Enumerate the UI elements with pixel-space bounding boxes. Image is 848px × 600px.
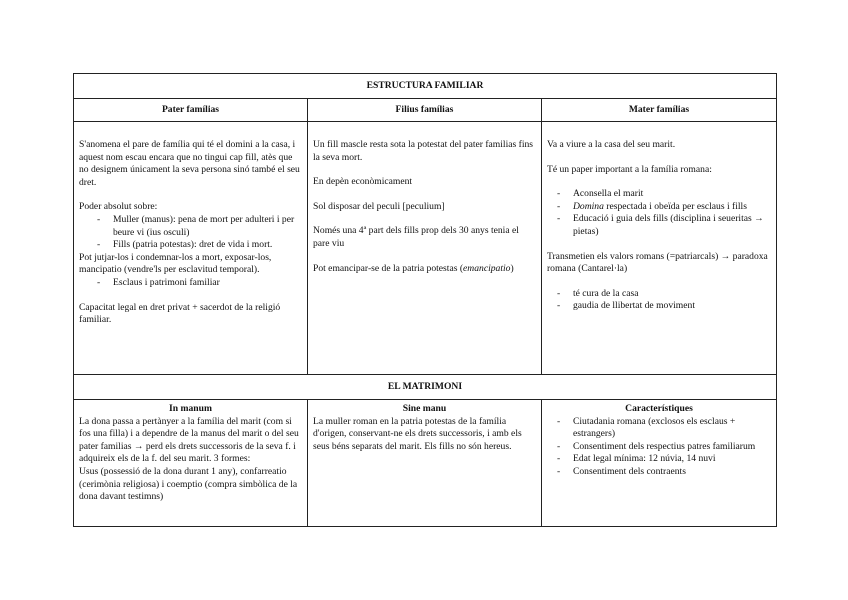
header-pater-familias: Pater famílias xyxy=(74,99,308,122)
mater-p1: Va a viure a la casa del seu marit. xyxy=(546,139,676,150)
header-mater-familias: Mater famílias xyxy=(541,99,776,122)
list-item: - Esclaus i patrimoni familiar xyxy=(79,277,302,290)
cell-filius xyxy=(307,122,541,375)
cell-in-manum xyxy=(74,400,308,527)
list-item: - Muller (manus): pena de mort per adulteri i per beure vi (ius osculi) xyxy=(79,214,302,239)
section-title-matrimoni: EL MATRIMONI xyxy=(74,375,777,400)
list-item: - Edat legal mínima: 12 núvia, 14 nuvi xyxy=(547,453,771,466)
header-filius-familias: Filius famílias xyxy=(307,99,541,122)
filius-p1: Un fill mascle resta sota la potestat del pater familias fins la seva mort. xyxy=(312,139,534,163)
cell-sine-manu xyxy=(307,400,541,527)
filius-p5-text: Pot emancipar-se de la patria potestas ( xyxy=(312,262,464,274)
filius-p5-emphasis: emancipatio xyxy=(463,262,511,274)
list-item: - Consentiment dels contraents xyxy=(547,466,771,479)
filius-p2: En depèn econòmicament xyxy=(312,176,413,188)
filius-p4: Només una 4ª part dels fills prop dels 30 anys tenia el pare viu xyxy=(312,225,519,249)
cell-caracteristiques xyxy=(541,400,776,527)
filius-p5 xyxy=(313,263,536,276)
list-item: - Consentiment dels respectius patres familiarum xyxy=(547,441,771,454)
filius-p3: Sol disposar del peculi [peculium] xyxy=(312,200,445,212)
pater-jutjar: Pot jutjar-los i condemnar-los a mort, exposar-los, mancipatio (vendre'ls per esclavitud temporal). xyxy=(79,251,272,276)
section-title-estructura: ESTRUCTURA FAMILIAR xyxy=(74,74,777,99)
list-item: - gaudia de llibertat de moviment xyxy=(547,300,771,313)
caracteristiques-list xyxy=(547,416,771,479)
mater-domina-emphasis: Domina xyxy=(572,200,604,212)
list-item: - Educació i guia dels fills (disciplina i seueritas → pietas) xyxy=(547,213,771,238)
pater-poder-label: Poder absolut sobre: xyxy=(79,201,158,213)
pater-poder-list xyxy=(79,214,302,252)
pater-intro: S'anomena el pare de família qui té el domini a la casa, i aquest nom escau encara que no tingui cap fill, atès que no designem únicament la seva persona sinó també el seu dret. xyxy=(79,139,300,188)
list-item: - Fills (patria potestas): dret de vida i mort. xyxy=(79,239,302,252)
cell-mater xyxy=(541,122,776,375)
caracteristiques-heading: Característiques xyxy=(625,403,693,414)
mater-domina-rest: respectada i obeïda per esclaus i fills xyxy=(603,200,747,212)
cell-pater xyxy=(74,122,308,375)
mater-list-a xyxy=(547,188,771,238)
in-manum-heading: In manum xyxy=(169,403,212,414)
in-manum-text2: Usus (possessió de la dona durant 1 any), confarreatio (cerimònia religiosa) i coemptio (compra simbòlica de la dona davant testimns) xyxy=(79,465,298,503)
filius-p5-end: ) xyxy=(510,262,514,274)
in-manum-text1: La dona passa a pertànyer a la família del marit (com si fos una filla) i a dependre de la manus del marit o del seu pater familias → perd els drets successoris de la seva f. i adquireix els de la f. del seu marit. 3 formes: xyxy=(79,415,299,465)
pater-esclaus-list xyxy=(79,277,302,290)
list-item xyxy=(547,201,771,214)
list-item: - Ciutadania romana (exclosos els esclaus + estrangers) xyxy=(547,416,771,441)
mater-p3: Transmetien els valors romans (=patriarcals) → paradoxa romana (Cantarel·la) xyxy=(546,250,768,275)
sine-manu-text: La muller roman en la patria potestas de la família d'origen, conservant-ne els drets successoris, i amb els seus béns separats del marit. Els fills no són hereus. xyxy=(312,415,522,452)
list-item: - Aconsella el marit xyxy=(547,188,771,201)
document-table xyxy=(73,73,777,527)
mater-list-b xyxy=(547,288,771,313)
list-item: - té cura de la casa xyxy=(547,288,771,301)
pater-capacitat: Capacitat legal en dret privat + sacerdot de la religió familiar. xyxy=(79,301,281,326)
sine-manu-heading: Sine manu xyxy=(402,403,447,414)
mater-p2: Té un paper important a la família romana: xyxy=(546,163,712,175)
